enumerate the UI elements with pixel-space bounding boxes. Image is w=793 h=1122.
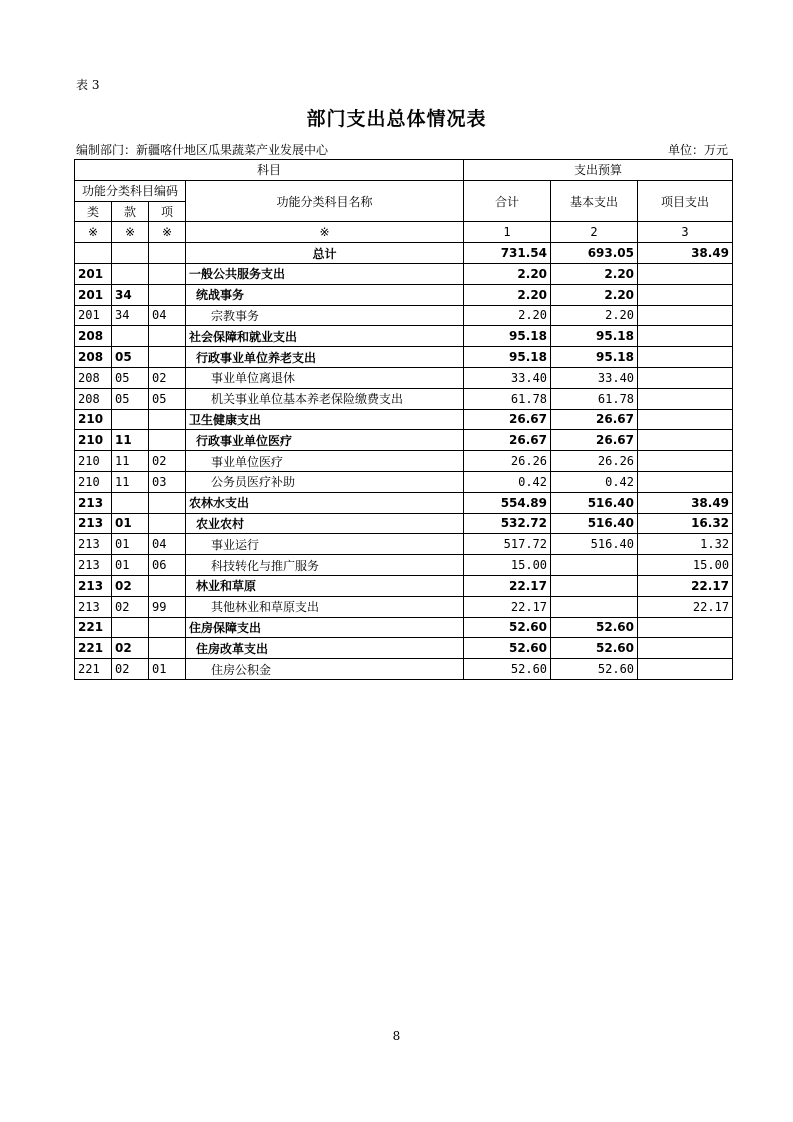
cell-lei: 213	[75, 555, 112, 576]
page-title: 部门支出总体情况表	[306, 108, 487, 130]
header-xiang: 项	[149, 201, 186, 222]
cell-kuan: 01	[112, 555, 149, 576]
total-row-label: 总计	[186, 243, 464, 264]
cell-total: 517.72	[464, 534, 551, 555]
cell-kuan: 34	[112, 284, 149, 305]
table-row	[75, 430, 733, 451]
table-row	[75, 284, 733, 305]
total-row-basic: 693.05	[551, 243, 638, 264]
cell-lei: 213	[75, 596, 112, 617]
cell-kuan	[112, 409, 149, 430]
total-row-lei	[75, 243, 112, 264]
total-row-kuan	[112, 243, 149, 264]
cell-kuan	[112, 263, 149, 284]
cell-basic: 61.78	[551, 388, 638, 409]
cell-kuan: 01	[112, 513, 149, 534]
cell-name: 住房改革支出	[186, 638, 464, 659]
cell-project	[638, 430, 733, 451]
table-row	[75, 367, 733, 388]
table-row	[75, 471, 733, 492]
table-row	[75, 659, 733, 680]
header-basic: 基本支出	[551, 180, 638, 222]
cell-basic	[551, 596, 638, 617]
cell-kuan: 34	[112, 305, 149, 326]
cell-basic: 52.60	[551, 617, 638, 638]
cell-basic: 516.40	[551, 492, 638, 513]
cell-lei: 201	[75, 284, 112, 305]
header-project: 项目支出	[638, 180, 733, 222]
cell-lei: 221	[75, 659, 112, 680]
cell-lei: 213	[75, 513, 112, 534]
cell-project	[638, 409, 733, 430]
cell-project: 15.00	[638, 555, 733, 576]
cell-xiang: 04	[149, 305, 186, 326]
cell-lei: 213	[75, 492, 112, 513]
table-row	[75, 263, 733, 284]
cell-basic: 26.67	[551, 409, 638, 430]
table-row	[75, 305, 733, 326]
table-row	[75, 409, 733, 430]
cell-name: 行政事业单位医疗	[186, 430, 464, 451]
cell-total: 26.26	[464, 451, 551, 472]
table-row	[75, 388, 733, 409]
unit-label: 单位：万元	[667, 143, 728, 157]
department-label: 编制部门：新疆喀什地区瓜果蔬菜产业发展中心	[76, 143, 329, 157]
cell-kuan: 02	[112, 659, 149, 680]
cell-project: 22.17	[638, 596, 733, 617]
cell-name: 统战事务	[186, 284, 464, 305]
cell-name: 社会保障和就业支出	[186, 326, 464, 347]
cell-xiang: 02	[149, 367, 186, 388]
cell-total: 33.40	[464, 367, 551, 388]
table-body	[75, 263, 733, 679]
cell-name: 住房保障支出	[186, 617, 464, 638]
cell-name: 其他林业和草原支出	[186, 596, 464, 617]
cell-xiang: 02	[149, 451, 186, 472]
table-row	[75, 596, 733, 617]
cell-basic: 516.40	[551, 513, 638, 534]
cell-xiang	[149, 263, 186, 284]
cell-kuan: 05	[112, 347, 149, 368]
header-code-group: 功能分类科目编码	[75, 180, 186, 201]
column-index-2: 2	[551, 222, 638, 243]
cell-project	[638, 326, 733, 347]
cell-kuan: 02	[112, 638, 149, 659]
cell-lei: 213	[75, 534, 112, 555]
cell-project	[638, 347, 733, 368]
cell-lei: 210	[75, 471, 112, 492]
cell-total: 532.72	[464, 513, 551, 534]
mark-cell: ※	[186, 222, 464, 243]
cell-basic: 95.18	[551, 347, 638, 368]
cell-lei: 208	[75, 367, 112, 388]
cell-project: 22.17	[638, 575, 733, 596]
table-row	[75, 492, 733, 513]
cell-xiang: 03	[149, 471, 186, 492]
total-row-total: 731.54	[464, 243, 551, 264]
page-number: 8	[392, 1029, 401, 1043]
cell-total: 15.00	[464, 555, 551, 576]
cell-kuan	[112, 326, 149, 347]
cell-lei: 210	[75, 430, 112, 451]
cell-total: 52.60	[464, 617, 551, 638]
cell-lei: 201	[75, 263, 112, 284]
cell-name: 农业农村	[186, 513, 464, 534]
cell-total: 95.18	[464, 326, 551, 347]
cell-total: 554.89	[464, 492, 551, 513]
cell-total: 26.67	[464, 430, 551, 451]
cell-xiang: 06	[149, 555, 186, 576]
column-index-1: 1	[464, 222, 551, 243]
cell-total: 22.17	[464, 575, 551, 596]
cell-total: 61.78	[464, 388, 551, 409]
table-row	[75, 555, 733, 576]
cell-total: 26.67	[464, 409, 551, 430]
cell-name: 一般公共服务支出	[186, 263, 464, 284]
cell-name: 科技转化与推广服务	[186, 555, 464, 576]
table-row	[75, 451, 733, 472]
cell-project	[638, 305, 733, 326]
cell-total: 2.20	[464, 305, 551, 326]
mark-cell: ※	[75, 222, 112, 243]
cell-total: 52.60	[464, 638, 551, 659]
cell-basic: 26.67	[551, 430, 638, 451]
cell-name: 宗教事务	[186, 305, 464, 326]
cell-basic: 2.20	[551, 263, 638, 284]
table-row	[75, 326, 733, 347]
header-kuan: 款	[112, 201, 149, 222]
cell-basic: 33.40	[551, 367, 638, 388]
cell-basic	[551, 575, 638, 596]
cell-xiang	[149, 638, 186, 659]
cell-basic: 52.60	[551, 638, 638, 659]
cell-lei: 208	[75, 388, 112, 409]
cell-project	[638, 263, 733, 284]
cell-xiang: 04	[149, 534, 186, 555]
cell-name: 行政事业单位养老支出	[186, 347, 464, 368]
mark-cell: ※	[112, 222, 149, 243]
cell-project: 16.32	[638, 513, 733, 534]
cell-total: 22.17	[464, 596, 551, 617]
cell-kuan: 11	[112, 430, 149, 451]
table-number-label: 表 3	[76, 78, 100, 92]
cell-name: 事业单位医疗	[186, 451, 464, 472]
cell-project	[638, 617, 733, 638]
total-row-xiang	[149, 243, 186, 264]
cell-xiang	[149, 284, 186, 305]
table-row	[75, 534, 733, 555]
cell-xiang: 01	[149, 659, 186, 680]
cell-name: 机关事业单位基本养老保险缴费支出	[186, 388, 464, 409]
header-lei: 类	[75, 201, 112, 222]
cell-basic: 2.20	[551, 284, 638, 305]
cell-basic: 95.18	[551, 326, 638, 347]
table-row	[75, 575, 733, 596]
table-row	[75, 617, 733, 638]
cell-project	[638, 638, 733, 659]
cell-project	[638, 659, 733, 680]
header-name: 功能分类科目名称	[186, 180, 464, 222]
cell-basic: 26.26	[551, 451, 638, 472]
cell-kuan: 05	[112, 367, 149, 388]
cell-name: 农林水支出	[186, 492, 464, 513]
cell-xiang	[149, 326, 186, 347]
cell-name: 事业单位离退休	[186, 367, 464, 388]
total-row-project: 38.49	[638, 243, 733, 264]
header-budget: 支出预算	[464, 160, 733, 181]
cell-basic: 516.40	[551, 534, 638, 555]
cell-project	[638, 367, 733, 388]
cell-lei: 201	[75, 305, 112, 326]
cell-kuan: 01	[112, 534, 149, 555]
cell-project	[638, 388, 733, 409]
cell-name: 事业运行	[186, 534, 464, 555]
cell-basic	[551, 555, 638, 576]
cell-xiang	[149, 492, 186, 513]
cell-kuan: 05	[112, 388, 149, 409]
mark-cell: ※	[149, 222, 186, 243]
cell-kuan	[112, 617, 149, 638]
cell-lei: 221	[75, 617, 112, 638]
expenditure-table	[74, 159, 733, 680]
table-row	[75, 513, 733, 534]
cell-kuan: 02	[112, 575, 149, 596]
header-total: 合计	[464, 180, 551, 222]
cell-basic: 2.20	[551, 305, 638, 326]
cell-total: 2.20	[464, 284, 551, 305]
cell-lei: 210	[75, 409, 112, 430]
table-row	[75, 347, 733, 368]
cell-xiang	[149, 513, 186, 534]
column-index-3: 3	[638, 222, 733, 243]
cell-xiang: 05	[149, 388, 186, 409]
cell-name: 住房公积金	[186, 659, 464, 680]
cell-basic: 52.60	[551, 659, 638, 680]
cell-kuan: 11	[112, 471, 149, 492]
cell-lei: 213	[75, 575, 112, 596]
cell-name: 卫生健康支出	[186, 409, 464, 430]
cell-total: 2.20	[464, 263, 551, 284]
cell-lei: 221	[75, 638, 112, 659]
cell-lei: 208	[75, 326, 112, 347]
cell-xiang	[149, 409, 186, 430]
cell-lei: 208	[75, 347, 112, 368]
cell-total: 52.60	[464, 659, 551, 680]
cell-project	[638, 284, 733, 305]
cell-kuan: 11	[112, 451, 149, 472]
cell-project: 1.32	[638, 534, 733, 555]
cell-kuan: 02	[112, 596, 149, 617]
cell-xiang: 99	[149, 596, 186, 617]
cell-lei: 210	[75, 451, 112, 472]
cell-xiang	[149, 617, 186, 638]
table-row	[75, 638, 733, 659]
cell-total: 95.18	[464, 347, 551, 368]
cell-kuan	[112, 492, 149, 513]
cell-name: 公务员医疗补助	[186, 471, 464, 492]
cell-total: 0.42	[464, 471, 551, 492]
header-subject: 科目	[75, 160, 464, 181]
cell-project	[638, 471, 733, 492]
cell-project: 38.49	[638, 492, 733, 513]
cell-xiang	[149, 575, 186, 596]
cell-xiang	[149, 347, 186, 368]
cell-project	[638, 451, 733, 472]
cell-name: 林业和草原	[186, 575, 464, 596]
cell-basic: 0.42	[551, 471, 638, 492]
cell-xiang	[149, 430, 186, 451]
